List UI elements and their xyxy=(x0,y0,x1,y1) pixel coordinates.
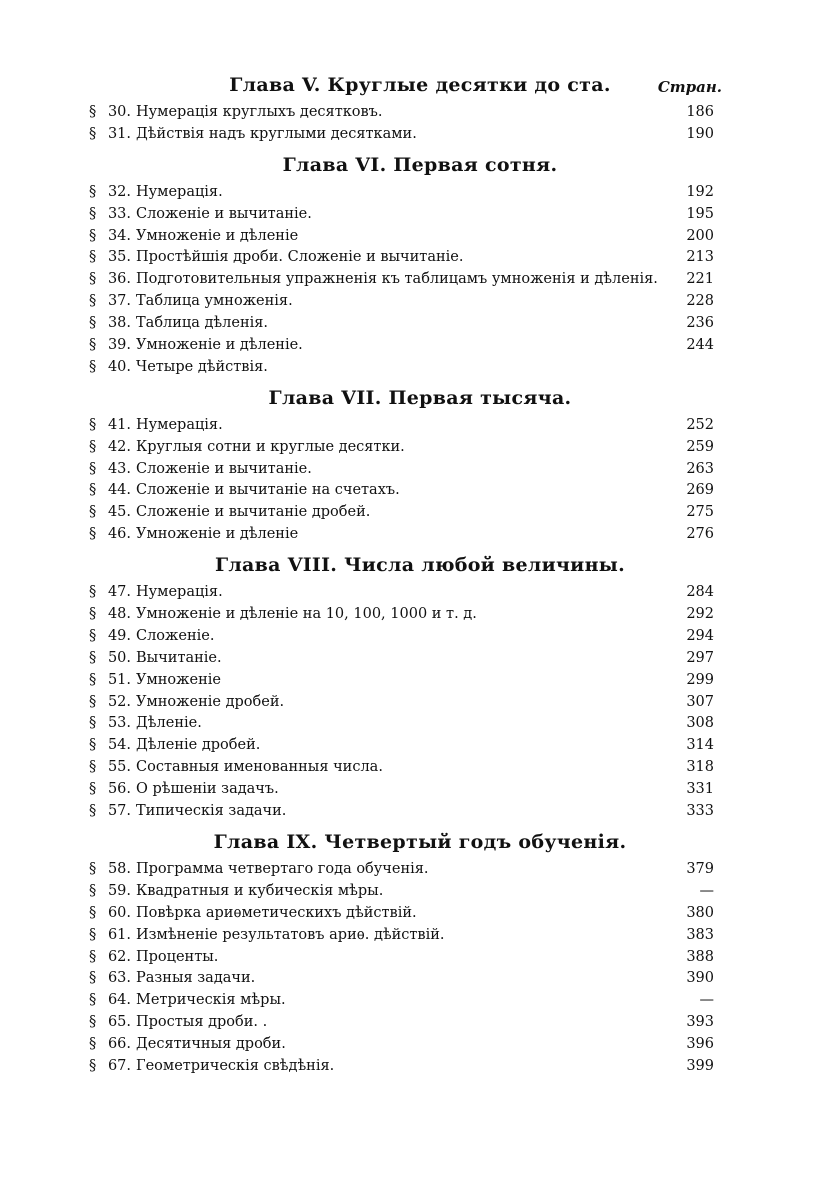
page-number: 221 xyxy=(686,271,714,288)
section-sign: § xyxy=(89,781,97,798)
section-title: Нумерація. xyxy=(136,584,223,601)
section-title: Подготовительныя упражненія къ таблицамъ умноженія и дѣленія. xyxy=(136,271,658,288)
section-title: Умноженіе и дѣленіе xyxy=(136,227,299,244)
section-sign: § xyxy=(89,1057,97,1074)
page-number: 263 xyxy=(686,460,714,477)
page-column-label: Стран. xyxy=(657,78,722,96)
page-number: 314 xyxy=(686,737,714,754)
section-sign: § xyxy=(89,803,97,820)
section-sign: § xyxy=(89,584,97,601)
toc-entry xyxy=(0,335,840,357)
toc-entry xyxy=(0,247,840,269)
toc-entry xyxy=(0,881,840,903)
section-title: Повѣрка ариѳметическихъ дѣйствій. xyxy=(136,904,417,921)
toc-entry xyxy=(0,859,840,881)
section-number: 60. xyxy=(107,904,131,921)
chapter-title: Глава VIII. Числа любой величины. xyxy=(214,554,626,577)
section-number: 36. xyxy=(107,271,131,288)
section-sign: § xyxy=(89,671,97,688)
toc-entry xyxy=(0,480,840,502)
toc-entry xyxy=(0,524,840,546)
section-sign: § xyxy=(89,649,97,666)
section-sign: § xyxy=(89,627,97,644)
page-number: 383 xyxy=(686,926,714,943)
chapter-title: Глава VI. Первая сотня. xyxy=(282,153,558,176)
section-sign: § xyxy=(89,737,97,754)
toc-entry xyxy=(0,437,840,459)
section-title: Проценты. xyxy=(136,948,219,965)
toc-entry xyxy=(0,124,840,146)
section-sign: § xyxy=(89,715,97,732)
section-sign: § xyxy=(89,926,97,943)
section-title: Умноженіе xyxy=(136,671,221,688)
page-number: — xyxy=(699,992,714,1009)
page-number: 186 xyxy=(686,104,714,120)
section-title: Нумерація. xyxy=(136,416,223,433)
section-sign: § xyxy=(89,948,97,965)
section-number: 32. xyxy=(107,183,131,200)
section-title: Сложеніе и вычитаніе. xyxy=(136,205,312,222)
section-title: Сложеніе и вычитаніе на счетахъ. xyxy=(136,482,400,499)
section-number: 66. xyxy=(107,1036,131,1053)
section-sign: § xyxy=(89,293,97,310)
toc-entry xyxy=(0,626,840,648)
page-number: 292 xyxy=(686,606,714,623)
page-number: 190 xyxy=(686,125,714,142)
section-number: 40. xyxy=(107,358,131,375)
page-number: 228 xyxy=(686,293,714,310)
section-sign: § xyxy=(89,183,97,200)
section-sign: § xyxy=(89,227,97,244)
toc-entry xyxy=(0,801,840,823)
section-title: Таблица дѣленія. xyxy=(136,315,269,332)
section-sign: § xyxy=(89,337,97,354)
section-sign: § xyxy=(89,759,97,776)
page-number: 195 xyxy=(686,205,714,222)
page-number: 252 xyxy=(686,416,714,433)
section-number: 64. xyxy=(107,992,131,1009)
section-sign: § xyxy=(89,460,97,477)
chapter-title: Глава VII. Первая тысяча. xyxy=(268,386,572,409)
toc-entry xyxy=(0,291,840,313)
page-number: 276 xyxy=(686,526,714,543)
section-title: Таблица умноженія. xyxy=(136,293,293,310)
section-title: Умноженіе и дѣленіе xyxy=(136,526,299,543)
section-sign: § xyxy=(89,1014,97,1031)
chapter-title: Глава V. Круглые десятки до ста. xyxy=(229,74,611,96)
page-number: 331 xyxy=(686,781,714,798)
page-number: 308 xyxy=(686,715,714,732)
section-title: Круглыя сотни и круглые десятки. xyxy=(136,438,405,455)
section-number: 49. xyxy=(107,627,131,644)
page-number: 379 xyxy=(686,860,714,877)
page-number: 284 xyxy=(686,584,714,601)
toc-entry xyxy=(0,102,840,124)
section-number: 39. xyxy=(107,337,131,354)
table-of-contents xyxy=(0,72,840,1078)
section-title: Сложеніе. xyxy=(136,627,215,644)
toc-entry xyxy=(0,459,840,481)
page-number: 200 xyxy=(686,227,714,244)
section-sign: § xyxy=(89,104,97,120)
section-title: Составныя именованныя числа. xyxy=(136,759,383,776)
section-title: Сложеніе и вычитаніе дробей. xyxy=(136,504,371,521)
section-sign: § xyxy=(89,438,97,455)
section-number: 51. xyxy=(107,671,131,688)
section-title: Квадратныя и кубическія мѣры. xyxy=(136,882,384,899)
section-title: Геометрическія свѣдѣнія. xyxy=(136,1057,335,1074)
toc-entry xyxy=(0,925,840,947)
section-number: 44. xyxy=(107,482,131,499)
section-number: 52. xyxy=(107,693,131,710)
toc-entry xyxy=(0,779,840,801)
section-number: 61. xyxy=(107,926,131,943)
section-number: 62. xyxy=(107,948,131,965)
page-number: 333 xyxy=(686,803,714,820)
toc-entry xyxy=(0,357,840,379)
section-sign: § xyxy=(89,904,97,921)
section-title: Сложеніе и вычитаніе. xyxy=(136,460,312,477)
page-number: 307 xyxy=(686,693,714,710)
section-number: 43. xyxy=(107,460,131,477)
page-number: 297 xyxy=(686,649,714,666)
section-number: 57. xyxy=(107,803,131,820)
page-number: 213 xyxy=(686,249,714,266)
section-number: 38. xyxy=(107,315,131,332)
section-title: Метрическія мѣры. xyxy=(136,992,286,1009)
toc-entry xyxy=(0,670,840,692)
toc-entry xyxy=(0,1012,840,1034)
chapter-heading xyxy=(0,385,840,415)
section-title: Измѣненіе результатовъ ариѳ. дѣйствій. xyxy=(136,926,445,943)
toc-entry xyxy=(0,713,840,735)
section-title: Программа четвертаго года обученія. xyxy=(136,860,429,877)
page-number: 236 xyxy=(686,315,714,332)
section-title: Дѣйствія надъ круглыми десятками. xyxy=(136,125,417,142)
toc-entry xyxy=(0,735,840,757)
section-number: 48. xyxy=(107,606,131,623)
page-number: 275 xyxy=(686,504,714,521)
section-number: 53. xyxy=(107,715,131,732)
page-number: 390 xyxy=(686,970,714,987)
page-number: 396 xyxy=(686,1036,714,1053)
section-number: 50. xyxy=(107,649,131,666)
section-number: 41. xyxy=(107,416,131,433)
toc-entry xyxy=(0,226,840,248)
section-sign: § xyxy=(89,1036,97,1053)
section-title: Умноженіе и дѣленіе на 10, 100, 1000 и т. д. xyxy=(136,606,477,623)
section-sign: § xyxy=(89,970,97,987)
section-title: Умноженіе и дѣленіе. xyxy=(136,337,303,354)
page-number: 318 xyxy=(686,759,714,776)
page-number: 388 xyxy=(686,948,714,965)
section-sign: § xyxy=(89,860,97,877)
page-number: — xyxy=(699,882,714,899)
toc-entry xyxy=(0,648,840,670)
section-number: 67. xyxy=(107,1057,131,1074)
section-number: 34. xyxy=(107,227,131,244)
toc-entry xyxy=(0,182,840,204)
section-title: Нумерація. xyxy=(136,183,223,200)
page-number: 399 xyxy=(686,1057,714,1074)
section-number: 46. xyxy=(107,526,131,543)
section-sign: § xyxy=(89,992,97,1009)
section-number: 33. xyxy=(107,205,131,222)
section-sign: § xyxy=(89,249,97,266)
page-number: 393 xyxy=(686,1014,714,1031)
section-sign: § xyxy=(89,693,97,710)
section-sign: § xyxy=(89,504,97,521)
section-title: Дѣленіе дробей. xyxy=(136,737,261,754)
section-title: Типическія задачи. xyxy=(136,803,287,820)
section-number: 31. xyxy=(107,125,131,142)
chapter-heading xyxy=(0,152,840,182)
section-number: 30. xyxy=(107,104,131,120)
page-number: 299 xyxy=(686,671,714,688)
section-title: Десятичныя дроби. xyxy=(136,1036,286,1053)
section-title: Простыя дроби. . xyxy=(136,1014,268,1031)
chapter-heading xyxy=(0,552,840,582)
section-title: Умноженіе дробей. xyxy=(136,693,285,710)
toc-entry xyxy=(0,1034,840,1056)
section-number: 54. xyxy=(107,737,131,754)
toc-entry xyxy=(0,990,840,1012)
section-number: 47. xyxy=(107,584,131,601)
section-number: 45. xyxy=(107,504,131,521)
toc-entry xyxy=(0,502,840,524)
page-number: 259 xyxy=(686,438,714,455)
section-title: Нумерація круглыхъ десятковъ. xyxy=(136,104,383,120)
chapter-title: Глава IX. Четвертый годъ обученія. xyxy=(213,830,627,853)
toc-entry xyxy=(0,692,840,714)
page-number: 244 xyxy=(686,337,714,354)
toc-entry xyxy=(0,903,840,925)
section-sign: § xyxy=(89,882,97,899)
page-number: 192 xyxy=(686,183,714,200)
toc-entry xyxy=(0,604,840,626)
page-number: 269 xyxy=(686,482,714,499)
page-number: 380 xyxy=(686,904,714,921)
toc-entry xyxy=(0,269,840,291)
section-number: 65. xyxy=(107,1014,131,1031)
section-title: Разныя задачи. xyxy=(136,970,256,987)
section-sign: § xyxy=(89,416,97,433)
toc-entry xyxy=(0,415,840,437)
toc-entry xyxy=(0,947,840,969)
section-number: 56. xyxy=(107,781,131,798)
section-number: 63. xyxy=(107,970,131,987)
section-sign: § xyxy=(89,315,97,332)
toc-entry xyxy=(0,1056,840,1078)
chapter-heading xyxy=(0,829,840,859)
section-number: 59. xyxy=(107,882,131,899)
section-number: 42. xyxy=(107,438,131,455)
toc-entry xyxy=(0,968,840,990)
toc-entry xyxy=(0,313,840,335)
section-number: 37. xyxy=(107,293,131,310)
toc-entry xyxy=(0,757,840,779)
section-number: 35. xyxy=(107,249,131,266)
section-title: Вычитаніе. xyxy=(136,649,222,666)
section-title: Четыре дѣйствія. xyxy=(136,358,268,375)
section-title: О рѣшеніи задачъ. xyxy=(136,781,279,798)
toc-entry xyxy=(0,204,840,226)
section-sign: § xyxy=(89,271,97,288)
section-number: 55. xyxy=(107,759,131,776)
toc-entry xyxy=(0,582,840,604)
page-number: 294 xyxy=(686,627,714,644)
section-sign: § xyxy=(89,205,97,222)
section-sign: § xyxy=(89,526,97,543)
chapter-heading xyxy=(0,72,840,102)
section-sign: § xyxy=(89,125,97,142)
section-title: Дѣленіе. xyxy=(136,715,202,732)
section-sign: § xyxy=(89,482,97,499)
section-title: Простѣйшія дроби. Сложеніе и вычитаніе. xyxy=(136,249,464,266)
section-sign: § xyxy=(89,606,97,623)
section-number: 58. xyxy=(107,860,131,877)
section-sign: § xyxy=(89,358,97,375)
